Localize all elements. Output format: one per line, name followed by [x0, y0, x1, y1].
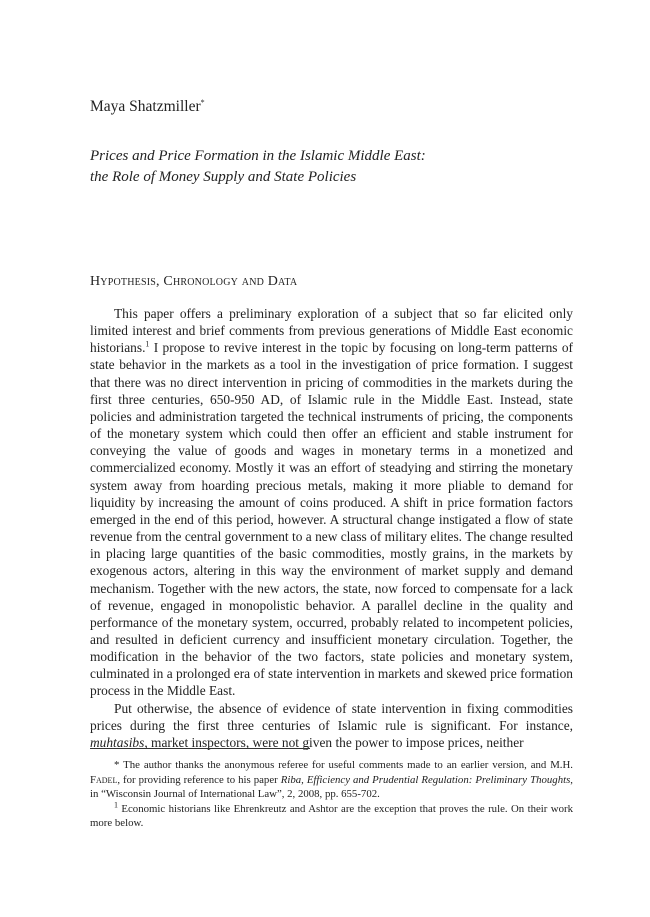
author-name — [90, 97, 205, 117]
body-text — [90, 305, 573, 751]
paragraph-2-text-a: Put otherwise, the absence of evidence of state intervention in fixing commodities prices during the first three centuries of Islamic rule is significant. For instance, — [90, 700, 573, 733]
paragraph-2-text-b: , market inspectors, were not given the power to impose prices, neither — [144, 734, 524, 750]
paragraph-1-text-a: This paper offers a preliminary exploration of a subject that so far elicited only limited interest and brief comments from previous generations of Middle East economic historians. — [90, 306, 573, 356]
footnote-ref-1[interactable]: 1 — [145, 339, 150, 349]
footnote-1-text: Economic historians like Ehrenkreutz and Ashtor are the exception that proves the rule. On their work more below. — [90, 802, 573, 829]
author-note-mark[interactable]: * — [200, 97, 205, 107]
footnote-star-name: Fadel — [90, 773, 118, 786]
footnote-author-note — [90, 758, 573, 802]
author-name-text: Maya Shatzmiller — [90, 98, 201, 115]
footnote-divider — [90, 748, 310, 749]
footnote-1-mark: 1 — [114, 799, 118, 809]
footnote-star-mark: * — [114, 759, 120, 771]
footnote-star-work-title: Riba, Efficiency and Prudential Regulation: Preliminary Thoughts — [280, 773, 571, 786]
paper-title-line-1: Prices and Price Formation in the Islamic Middle East: — [90, 148, 426, 164]
section-heading: Hypothesis, Chronology and Data — [90, 274, 298, 289]
footnote-star-text-b: , for providing reference to his paper — [117, 773, 281, 786]
body-paragraph-1 — [90, 305, 573, 700]
term-muhtasibs: muhtasibs — [90, 734, 145, 750]
paper-title-line-2: the Role of Money Supply and State Policies — [90, 169, 357, 185]
paper-title — [90, 146, 570, 188]
paragraph-1-text-b: I propose to revive interest in the topic by focusing on long-term patterns of state behavior in the markets as a tool in the investigation of price formation. I suggest that there was no direct intervention in pricing of commodities in the markets during the first three centuries, 650-950 AD, of Islamic rule in the Middle East. Instead, state policies and administration targeted the technical instruments of pricing, the components of the monetary system which could then offer an efficient and stable instrument for conveying the value of goods and wages in monetary terms in a monetized and commercialized economy. Mostly it was an effort of steadying and stirring the monetary system away from hoarding precious metals, making it more pliable to demand for liquidity by increasing the amount of coins produced. A shift in price formation factors emerged in the end of this period, however. A structural change instigated a flow of state revenue from the central government to a new class of military elites. The change resulted in placing large quantities of the basic commodities, mostly grains, in the markets by exogenous actors, altering in this way the environment of market supply and demand mechanism. Together with the new actors, the state, now forced to compensate for a lack of revenue, engaged in monopolistic behavior. A parallel decline in the quality and performance of the monetary system, occurred, probably related to incompetent policies, and resulted in deficient currency and insufficient monetary circulation. Together, the modification in the behavior of the two factors, state policies and monetary system, culminated in a prolonged era of state intervention in markets and skewed price formation process in the Middle East. — [90, 340, 573, 699]
footnote-1 — [90, 799, 573, 831]
footnote-star-text-a: The author thanks the anonymous referee for useful comments made to an earlier version, and M.H. — [119, 759, 573, 771]
footnote-star-text-c: , in “Wisconsin Journal of International Law”, 2, 2008, pp. 655-702. — [90, 773, 573, 800]
body-paragraph-2 — [90, 700, 573, 751]
footnotes — [90, 758, 573, 831]
